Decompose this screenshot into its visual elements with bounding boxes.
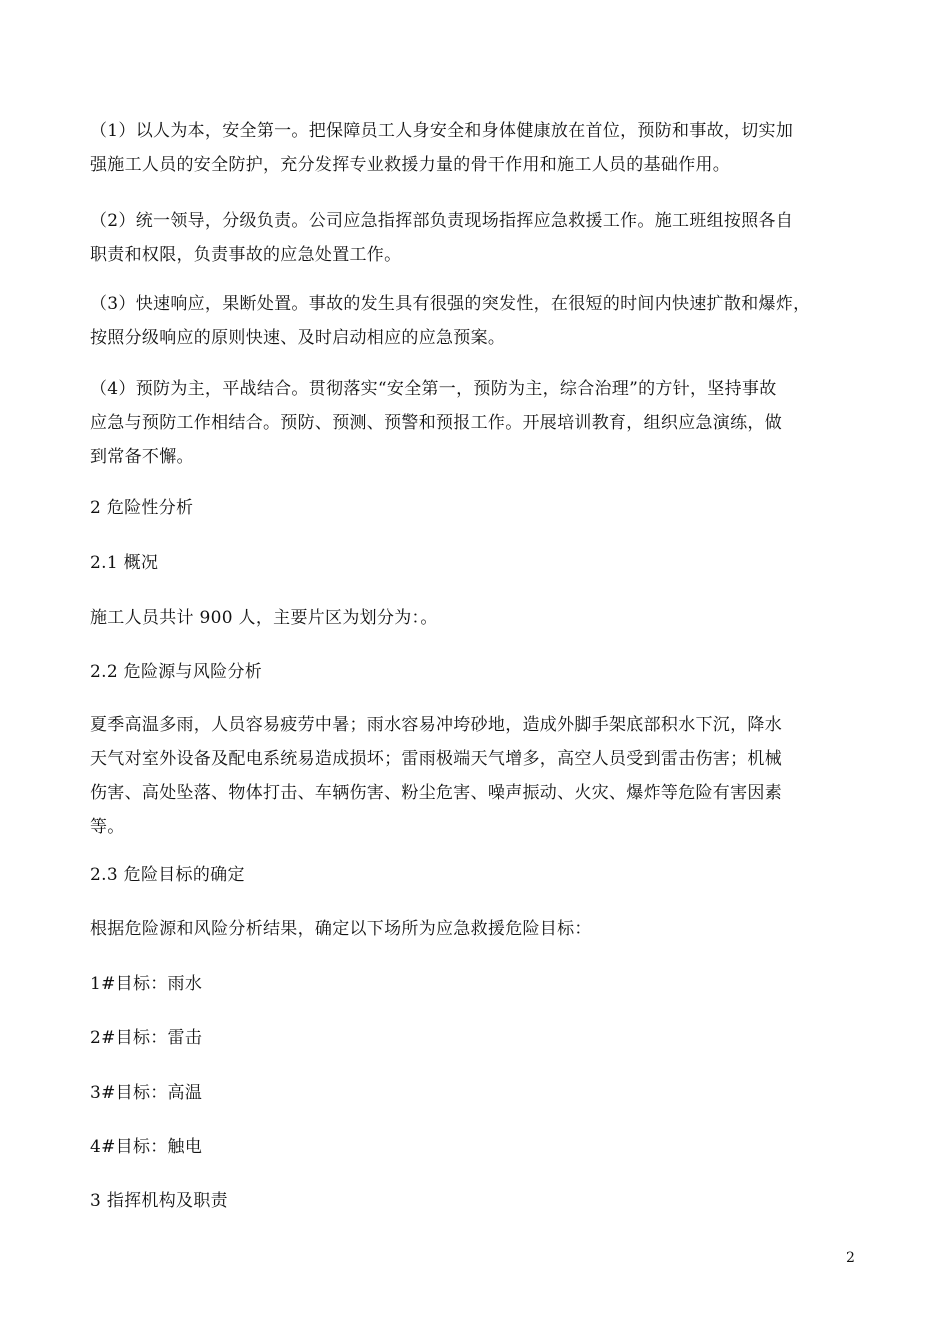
- text-line: 1#目标：雨水: [90, 974, 203, 994]
- list-item-target-4: [90, 1130, 862, 1164]
- section-heading-3: [90, 1184, 862, 1218]
- text-line: 到常备不懈。: [90, 447, 194, 467]
- text-line: 2#目标：雷击: [90, 1028, 203, 1048]
- text-line: 按照分级响应的原则快速、及时启动相应的应急预案。: [90, 328, 506, 348]
- paragraph-principle-2: [90, 204, 862, 272]
- heading-text: 2.3 危险目标的确定: [90, 865, 245, 885]
- list-item-target-1: [90, 967, 862, 1001]
- list-item-target-2: [90, 1021, 862, 1055]
- text-line: 强施工人员的安全防护，充分发挥专业救援力量的骨干作用和施工人员的基础作用。: [90, 155, 731, 175]
- text-line: （2）统一领导，分级负责。公司应急指挥部负责现场指挥应急救援工作。施工班组按照各自: [90, 211, 794, 231]
- list-item-target-3: [90, 1076, 862, 1110]
- text-line: 3#目标：高温: [90, 1083, 203, 1103]
- paragraph-overview: [90, 601, 862, 635]
- heading-text: 2.1 概况: [90, 553, 159, 573]
- page-number: 2: [846, 1250, 855, 1266]
- text-line: 夏季高温多雨，人员容易疲劳中暑；雨水容易冲垮砂地，造成外脚手架底部积水下沉，降水: [90, 715, 782, 735]
- text-line: 应急与预防工作相结合。预防、预测、预警和预报工作。开展培训教育，组织应急演练，做: [90, 413, 782, 433]
- text-line: 施工人员共计 900 人，主要片区为划分为：。: [90, 608, 438, 628]
- paragraph-principle-1: [90, 114, 862, 182]
- heading-text: 3 指挥机构及职责: [90, 1191, 228, 1211]
- text-line: 职责和权限，负责事故的应急处置工作。: [90, 245, 402, 265]
- heading-text: 2 危险性分析: [90, 498, 194, 518]
- heading-text: 2.2 危险源与风险分析: [90, 662, 263, 682]
- paragraph-targets-intro: [90, 912, 862, 946]
- paragraph-principle-4: [90, 372, 862, 474]
- text-line: （3）快速响应，果断处置。事故的发生具有很强的突发性，在很短的时间内快速扩散和爆炸，: [90, 294, 811, 314]
- section-heading-2: [90, 491, 862, 525]
- text-line: 伤害、高处坠落、物体打击、车辆伤害、粉尘危害、噪声振动、火灾、爆炸等危险有害因素: [90, 783, 782, 803]
- text-line: 4#目标：触电: [90, 1137, 203, 1157]
- text-line: 根据危险源和风险分析结果，确定以下场所为应急救援危险目标：: [90, 919, 592, 939]
- paragraph-principle-3: [90, 287, 862, 355]
- text-line: 天气对室外设备及配电系统易造成损坏；雷雨极端天气增多，高空人员受到雷击伤害；机械: [90, 749, 782, 769]
- section-heading-2-2: [90, 655, 862, 689]
- text-line: （4）预防为主，平战结合。贯彻落实“安全第一，预防为主，综合治理”的方针，坚持事故: [90, 379, 777, 399]
- text-line: 等。: [90, 817, 125, 837]
- paragraph-risk-analysis: [90, 708, 862, 844]
- text-line: （1）以人为本，安全第一。把保障员工人身安全和身体健康放在首位，预防和事故，切实加: [90, 121, 794, 141]
- section-heading-2-1: [90, 546, 862, 580]
- section-heading-2-3: [90, 858, 862, 892]
